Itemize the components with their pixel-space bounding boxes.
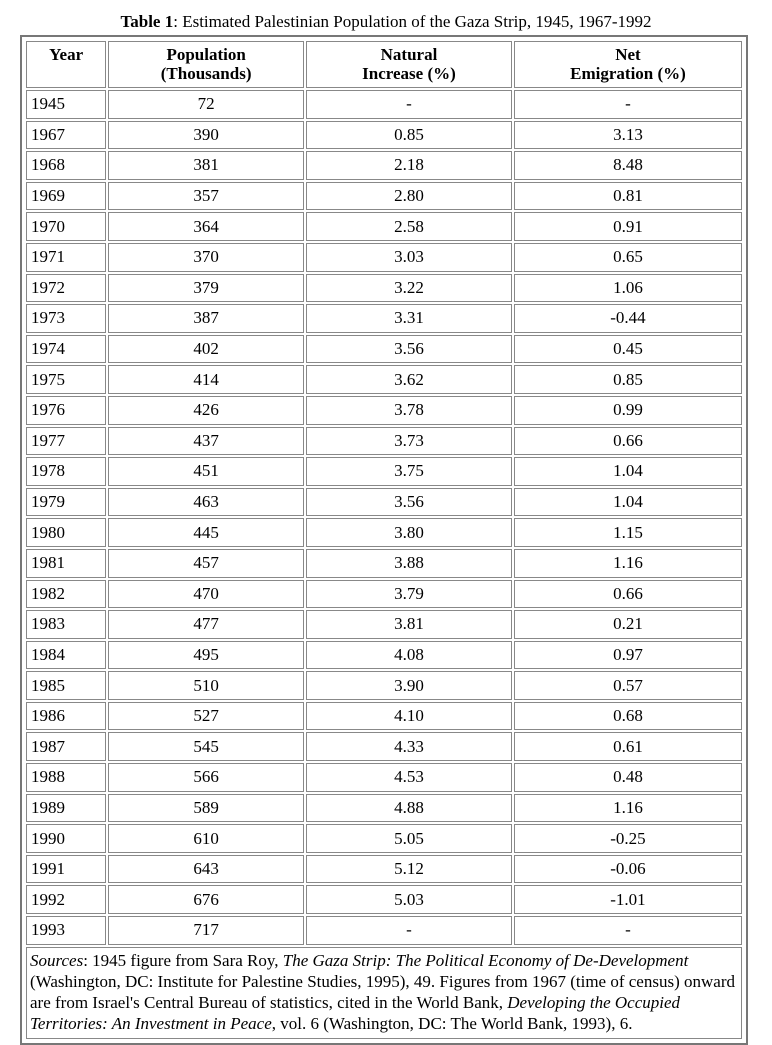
cell-natural-increase: 4.33 (306, 732, 512, 761)
cell-net-emigration: 0.21 (514, 610, 742, 639)
cell-year: 1982 (26, 580, 106, 609)
table-row (26, 641, 742, 670)
cell-natural-increase: 2.18 (306, 151, 512, 180)
cell-year: 1987 (26, 732, 106, 761)
cell-population: 643 (108, 855, 304, 884)
table-row (26, 916, 742, 945)
cell-natural-increase: 2.80 (306, 182, 512, 211)
cell-population: 72 (108, 90, 304, 119)
table-row (26, 702, 742, 731)
cell-net-emigration: 1.04 (514, 457, 742, 486)
population-table-frame (20, 35, 748, 1045)
cell-year: 1991 (26, 855, 106, 884)
cell-net-emigration: 0.66 (514, 580, 742, 609)
cell-population: 463 (108, 488, 304, 517)
table-row (26, 580, 742, 609)
cell-net-emigration: -0.25 (514, 824, 742, 853)
cell-year: 1979 (26, 488, 106, 517)
cell-year: 1972 (26, 274, 106, 303)
cell-natural-increase: 4.88 (306, 794, 512, 823)
cell-natural-increase: 3.31 (306, 304, 512, 333)
cell-net-emigration: 1.16 (514, 794, 742, 823)
cell-natural-increase: 0.85 (306, 121, 512, 150)
cell-natural-increase: 4.08 (306, 641, 512, 670)
cell-population: 610 (108, 824, 304, 853)
cell-year: 1971 (26, 243, 106, 272)
cell-year: 1993 (26, 916, 106, 945)
table-row (26, 610, 742, 639)
cell-population: 451 (108, 457, 304, 486)
cell-population: 470 (108, 580, 304, 609)
table-row (26, 855, 742, 884)
cell-natural-increase: 4.10 (306, 702, 512, 731)
cell-natural-increase: 5.03 (306, 885, 512, 914)
cell-net-emigration: -0.06 (514, 855, 742, 884)
table-row (26, 335, 742, 364)
table-row (26, 121, 742, 150)
table-row (26, 794, 742, 823)
cell-net-emigration: 1.15 (514, 518, 742, 547)
cell-net-emigration: 0.68 (514, 702, 742, 731)
table-row (26, 151, 742, 180)
cell-population: 495 (108, 641, 304, 670)
table-row (26, 488, 742, 517)
cell-year: 1975 (26, 365, 106, 394)
cell-year: 1968 (26, 151, 106, 180)
table-row (26, 824, 742, 853)
cell-year: 1977 (26, 427, 106, 456)
cell-year: 1988 (26, 763, 106, 792)
cell-natural-increase: 3.56 (306, 488, 512, 517)
cell-natural-increase: 5.05 (306, 824, 512, 853)
cell-population: 414 (108, 365, 304, 394)
cell-net-emigration: - (514, 916, 742, 945)
header-net-emigration: Net Emigration (%) (514, 41, 742, 88)
cell-natural-increase: 3.22 (306, 274, 512, 303)
cell-population: 357 (108, 182, 304, 211)
sources-text-3: , vol. 6 (Washington, DC: The World Bank, 1993), 6. (271, 1013, 633, 1033)
table-caption (0, 12, 772, 32)
cell-natural-increase: 3.90 (306, 671, 512, 700)
cell-year: 1974 (26, 335, 106, 364)
cell-natural-increase: 2.58 (306, 212, 512, 241)
cell-year: 1986 (26, 702, 106, 731)
cell-net-emigration: 1.04 (514, 488, 742, 517)
table-row (26, 732, 742, 761)
cell-population: 381 (108, 151, 304, 180)
table-row (26, 763, 742, 792)
cell-population: 379 (108, 274, 304, 303)
cell-natural-increase: 3.73 (306, 427, 512, 456)
cell-net-emigration: 0.48 (514, 763, 742, 792)
table-row (26, 212, 742, 241)
cell-year: 1945 (26, 90, 106, 119)
cell-year: 1969 (26, 182, 106, 211)
cell-net-emigration: 0.65 (514, 243, 742, 272)
sources-note (26, 947, 742, 1039)
cell-net-emigration: 0.97 (514, 641, 742, 670)
cell-net-emigration: 0.91 (514, 212, 742, 241)
header-population: Population (Thousands) (108, 41, 304, 88)
cell-year: 1990 (26, 824, 106, 853)
table-row (26, 182, 742, 211)
cell-net-emigration: 0.99 (514, 396, 742, 425)
cell-net-emigration: 0.85 (514, 365, 742, 394)
cell-year: 1984 (26, 641, 106, 670)
sources-text-1: : 1945 figure from Sara Roy, (83, 950, 283, 970)
cell-population: 545 (108, 732, 304, 761)
cell-year: 1985 (26, 671, 106, 700)
sources-title-1: The Gaza Strip: The Political Economy of De-Development (282, 950, 689, 970)
cell-net-emigration: 0.61 (514, 732, 742, 761)
cell-natural-increase: 5.12 (306, 855, 512, 884)
table-row (26, 304, 742, 333)
cell-population: 437 (108, 427, 304, 456)
cell-year: 1967 (26, 121, 106, 150)
cell-net-emigration: 1.06 (514, 274, 742, 303)
cell-natural-increase: - (306, 916, 512, 945)
cell-natural-increase: 3.62 (306, 365, 512, 394)
cell-net-emigration: 3.13 (514, 121, 742, 150)
table-row (26, 549, 742, 578)
cell-population: 370 (108, 243, 304, 272)
cell-population: 510 (108, 671, 304, 700)
cell-natural-increase: - (306, 90, 512, 119)
header-row (26, 41, 742, 88)
cell-natural-increase: 3.88 (306, 549, 512, 578)
cell-population: 676 (108, 885, 304, 914)
cell-year: 1970 (26, 212, 106, 241)
cell-population: 589 (108, 794, 304, 823)
table-row (26, 243, 742, 272)
cell-natural-increase: 3.80 (306, 518, 512, 547)
table-row (26, 457, 742, 486)
cell-population: 566 (108, 763, 304, 792)
sources-label: Sources (30, 950, 84, 970)
cell-year: 1983 (26, 610, 106, 639)
cell-net-emigration: -1.01 (514, 885, 742, 914)
cell-population: 457 (108, 549, 304, 578)
sources-title-2: Developing the Occupied Territories: An Investment in Peace (30, 992, 681, 1033)
table-row (26, 274, 742, 303)
cell-natural-increase: 3.81 (306, 610, 512, 639)
cell-year: 1978 (26, 457, 106, 486)
cell-net-emigration: 0.66 (514, 427, 742, 456)
header-year: Year (26, 41, 106, 88)
cell-natural-increase: 3.78 (306, 396, 512, 425)
cell-natural-increase: 3.79 (306, 580, 512, 609)
cell-population: 387 (108, 304, 304, 333)
cell-year: 1980 (26, 518, 106, 547)
table-row (26, 885, 742, 914)
cell-year: 1989 (26, 794, 106, 823)
table-body (26, 90, 742, 945)
cell-year: 1992 (26, 885, 106, 914)
cell-net-emigration: 1.16 (514, 549, 742, 578)
cell-net-emigration: - (514, 90, 742, 119)
table-row (26, 427, 742, 456)
table-row (26, 90, 742, 119)
caption-label: Table 1 (120, 12, 174, 31)
cell-population: 445 (108, 518, 304, 547)
cell-net-emigration: -0.44 (514, 304, 742, 333)
cell-natural-increase: 3.03 (306, 243, 512, 272)
cell-natural-increase: 3.75 (306, 457, 512, 486)
header-natural-increase: Natural Increase (%) (306, 41, 512, 88)
sources-row (26, 947, 742, 1039)
cell-population: 717 (108, 916, 304, 945)
table-row (26, 365, 742, 394)
cell-net-emigration: 0.81 (514, 182, 742, 211)
cell-natural-increase: 4.53 (306, 763, 512, 792)
cell-population: 364 (108, 212, 304, 241)
table-row (26, 518, 742, 547)
cell-population: 477 (108, 610, 304, 639)
cell-population: 390 (108, 121, 304, 150)
sources-text-2: (Washington, DC: Institute for Palestine Studies, 1995), 49. Figures from 1967 (time of census) onward are from Israel's Central Bureau of statistics, cited in the World Bank, (30, 971, 735, 1012)
cell-year: 1973 (26, 304, 106, 333)
cell-net-emigration: 8.48 (514, 151, 742, 180)
population-table (24, 39, 744, 1041)
cell-natural-increase: 3.56 (306, 335, 512, 364)
table-row (26, 396, 742, 425)
cell-population: 527 (108, 702, 304, 731)
cell-net-emigration: 0.45 (514, 335, 742, 364)
cell-year: 1981 (26, 549, 106, 578)
cell-net-emigration: 0.57 (514, 671, 742, 700)
cell-population: 402 (108, 335, 304, 364)
caption-text: : Estimated Palestinian Population of the Gaza Strip, 1945, 1967-1992 (173, 12, 652, 31)
cell-year: 1976 (26, 396, 106, 425)
cell-population: 426 (108, 396, 304, 425)
table-row (26, 671, 742, 700)
